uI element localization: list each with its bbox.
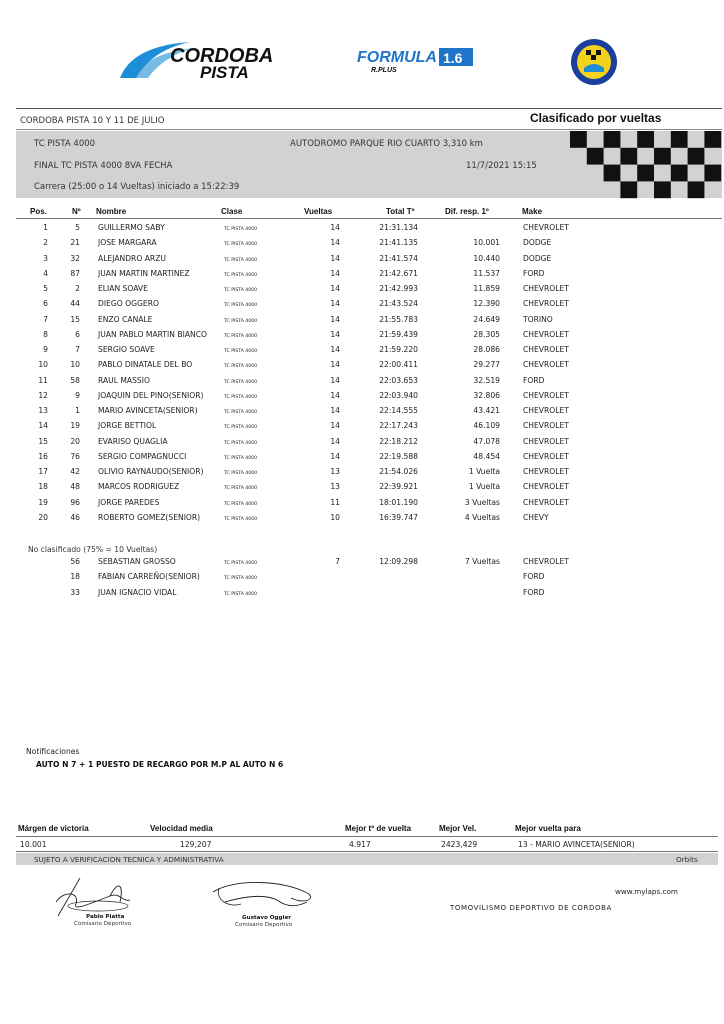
cell-make: CHEVROLET	[523, 299, 569, 309]
cell-make: CHEVROLET	[523, 421, 569, 431]
cell-total: 21:42.993	[379, 284, 418, 293]
footer-values-rule	[16, 851, 718, 852]
cell-make: FORD	[523, 572, 545, 582]
col-header-num: Nº	[72, 207, 81, 216]
table-row	[0, 254, 724, 269]
checker-square	[604, 165, 621, 182]
cell-class: TC PISTA 4000	[224, 272, 257, 278]
logo-text-cordoba: CORDOBA	[170, 45, 274, 67]
cell-pos: 20	[38, 512, 48, 522]
cell-total: 22:00.411	[379, 360, 418, 370]
col-header-make: Make	[522, 207, 543, 216]
cell-diff: 11.859	[473, 284, 500, 293]
cordoba-pista-logo	[112, 40, 274, 82]
cell-make: DODGE	[523, 253, 552, 263]
cell-name: ALEJANDRO ARZU	[98, 253, 166, 263]
cell-pos: 11	[38, 375, 48, 385]
cell-num: 33	[70, 587, 80, 597]
cell-laps: 14	[330, 345, 340, 354]
table-row	[0, 360, 724, 375]
cell-name: RAUL MASSIO	[98, 375, 150, 385]
cell-num: 5	[75, 223, 80, 232]
organization-name: TOMOVILISMO DEPORTIVO DE CORDOBA	[450, 904, 612, 912]
cell-pos: 2	[43, 238, 48, 248]
notification-text: AUTO N 7 + 1 PUESTO DE RECARGO POR M.P AL AUTO N 6	[36, 760, 284, 769]
checker-square	[620, 148, 637, 165]
cell-name: EVARISO QUAGLIA	[98, 436, 168, 446]
cell-make: CHEVY	[523, 512, 549, 522]
cell-laps: 14	[330, 360, 340, 370]
signature-2-role: Comisario Deportivo	[235, 922, 293, 928]
table-row	[0, 315, 724, 330]
cell-make: CHEVROLET	[523, 390, 569, 400]
cell-laps: 14	[330, 421, 340, 431]
cell-class: TC PISTA 4000	[224, 410, 257, 415]
footer-value-margin: 10.001	[20, 840, 47, 849]
cell-diff: 28.086	[473, 345, 500, 354]
cell-class: TC PISTA 4000	[224, 486, 257, 492]
cell-laps: 14	[330, 314, 340, 324]
cell-name: SERGIO SOAVE	[98, 345, 155, 354]
cell-class: TC PISTA 4000	[224, 576, 257, 582]
table-row	[0, 284, 724, 299]
cell-make: CHEVROLET	[523, 436, 569, 446]
cell-diff: 24.649	[473, 314, 500, 324]
cell-pos: 16	[38, 451, 48, 461]
cell-diff: 29.277	[473, 360, 500, 370]
cell-laps: 10	[330, 512, 340, 522]
cell-total: 21:43.524	[379, 299, 418, 309]
checker-square	[654, 181, 671, 198]
cell-pos: 12	[38, 390, 48, 400]
table-row	[0, 467, 724, 482]
table-row	[0, 299, 724, 314]
orbits-label: Orbits	[676, 855, 698, 864]
footer-header-best-lap-for: Mejor vuelta para	[515, 824, 581, 833]
cell-num: 18	[70, 572, 80, 582]
table-row	[0, 376, 724, 391]
cell-make: CHEVROLET	[523, 557, 569, 566]
cell-diff: 47.078	[473, 436, 500, 446]
cell-num: 44	[70, 299, 80, 309]
cell-num: 56	[70, 557, 80, 566]
cell-laps: 14	[330, 451, 340, 461]
cell-name: JUAN IGNACIO VIDAL	[98, 587, 177, 597]
cell-laps: 14	[330, 268, 340, 278]
session-datetime: 11/7/2021 15:15	[466, 161, 537, 171]
cell-diff: 1 Vuelta	[468, 467, 500, 476]
cell-diff: 11.537	[473, 268, 500, 278]
cell-diff: 1 Vuelta	[468, 482, 500, 492]
cell-laps: 14	[330, 299, 340, 309]
cell-name: JUAN MARTIN MARTINEZ	[98, 268, 190, 278]
cell-laps: 14	[330, 284, 340, 293]
cell-name: MARCOS RODRIGUEZ	[98, 482, 180, 492]
cell-laps: 13	[330, 467, 340, 476]
cell-class: TC PISTA 4000	[224, 318, 257, 324]
checker-square	[654, 148, 671, 165]
table-row	[0, 238, 724, 253]
footer-header-rule	[16, 836, 718, 837]
cell-make: FORD	[523, 375, 545, 385]
cell-class: TC PISTA 4000	[224, 303, 257, 309]
not-classified-label: No clasificado (75% = 10 Vueltas)	[28, 545, 158, 554]
cell-name: JOAQUIN DEL PINO(SENIOR)	[98, 390, 204, 400]
cell-total: 21:42.671	[379, 268, 418, 278]
logo-text-pista: PISTA	[200, 63, 249, 82]
cell-total: 16:39.747	[379, 512, 418, 522]
cell-total: 22:39.921	[379, 482, 418, 492]
checker-square	[570, 131, 587, 148]
cell-make: CHEVROLET	[523, 467, 569, 476]
cell-num: 46	[70, 512, 80, 522]
cell-total: 21:31.134	[379, 223, 418, 232]
cell-make: CHEVROLET	[523, 329, 569, 339]
signature-1-name: Pablo Piatta	[86, 914, 125, 920]
cell-make: CHEVROLET	[523, 406, 569, 415]
cell-laps: 14	[330, 253, 340, 263]
table-row	[0, 223, 724, 238]
cell-diff: 7 Vueltas	[464, 557, 500, 566]
cell-name: FABIAN CARREÑO(SENIOR)	[98, 572, 200, 582]
checker-square	[704, 131, 721, 148]
cell-total: 21:41.135	[379, 238, 418, 248]
cell-name: MARIO AVINCETA(SENIOR)	[98, 406, 198, 415]
cell-make: CHEVROLET	[523, 284, 569, 293]
cell-num: 2	[75, 284, 80, 293]
cell-class: TC PISTA 4000	[224, 257, 257, 263]
cell-total: 21:41.574	[379, 253, 418, 263]
logo-text-formula: FORMULA	[357, 49, 437, 66]
table-row	[0, 557, 724, 572]
cell-name: ROBERTO GOMEZ(SENIOR)	[98, 512, 201, 522]
cell-make: CHEVROLET	[523, 360, 569, 370]
cell-total: 22:17.243	[379, 421, 418, 431]
cell-total: 18:01.190	[379, 497, 418, 507]
cell-make: TORINO	[523, 314, 553, 324]
event-title: CORDOBA PISTA 10 Y 11 DE JULIO	[20, 116, 165, 126]
table-row	[0, 345, 724, 360]
cell-diff: 46.109	[473, 421, 500, 431]
cell-class: TC PISTA 4000	[224, 349, 257, 354]
cell-class: TC PISTA 4000	[224, 227, 257, 232]
checker-square	[671, 165, 688, 182]
cell-total: 22:18.212	[379, 436, 418, 446]
cell-pos: 9	[43, 345, 48, 354]
cell-pos: 17	[38, 467, 48, 476]
table-row	[0, 269, 724, 284]
cell-laps: 14	[330, 375, 340, 385]
cell-num: 58	[70, 375, 80, 385]
cell-class: TC PISTA 4000	[224, 333, 257, 339]
notifications-label: Notificaciones	[26, 747, 80, 756]
cell-num: 1	[75, 406, 80, 415]
cell-num: 87	[70, 268, 80, 278]
cell-make: FORD	[523, 587, 545, 597]
cell-num: 19	[70, 421, 80, 431]
cell-total: 22:03.653	[379, 375, 418, 385]
cell-diff: 32.806	[473, 390, 500, 400]
cell-pos: 19	[38, 497, 48, 507]
footer-header-margin: Márgen de victoria	[18, 824, 89, 833]
footer-value-avg-speed: 129,207	[180, 840, 212, 849]
footer-value-best-lap-time: 4.917	[349, 840, 371, 849]
cell-num: 20	[70, 436, 80, 446]
cell-class: TC PISTA 4000	[224, 501, 257, 507]
table-row	[0, 391, 724, 406]
cell-class: TC PISTA 4000	[224, 591, 257, 597]
federation-seal-logo	[570, 38, 618, 86]
subject-notice: SUJETO A VERIFICACION TECNICA Y ADMINISTRATIVA	[34, 855, 224, 864]
table-row	[0, 482, 724, 497]
logo-text-rplus: R.PLUS	[371, 67, 397, 74]
cell-pos: 13	[38, 406, 48, 415]
checker-square	[671, 131, 688, 148]
cell-class: TC PISTA 4000	[224, 394, 257, 400]
cell-pos: 6	[43, 299, 48, 309]
cell-name: DIEGO OGGERO	[98, 299, 159, 309]
cell-pos: 15	[38, 436, 48, 446]
cell-name: JORGE PAREDES	[98, 497, 160, 507]
table-header-rule	[16, 218, 722, 219]
cell-total: 12:09.298	[379, 557, 418, 566]
race-info: Carrera (25:00 o 14 Vueltas) iniciado a 15:22:39	[34, 182, 240, 192]
footer-header-best-speed: Mejor Vel.	[439, 824, 477, 833]
cell-name: JOSE MARGARA	[98, 238, 157, 248]
cell-pos: 18	[38, 482, 48, 492]
cell-num: 9	[75, 390, 80, 400]
cell-make: CHEVROLET	[523, 497, 569, 507]
circuit-label: AUTODROMO PARQUE RIO CUARTO 3,310 km	[290, 139, 483, 149]
cell-name: SEBASTIAN GROSSO	[98, 557, 176, 566]
table-row	[0, 572, 724, 587]
checker-square	[620, 181, 637, 198]
cell-diff: 12.390	[473, 299, 500, 309]
cell-make: DODGE	[523, 238, 552, 248]
cell-num: 48	[70, 482, 80, 492]
checker-square	[637, 165, 654, 182]
cell-total: 21:59.439	[379, 329, 418, 339]
cell-name: JORGE BETTIOL	[98, 421, 157, 431]
col-header-laps: Vueltas	[304, 207, 333, 216]
checker-square	[604, 131, 621, 148]
cell-laps: 14	[330, 238, 340, 248]
cell-laps: 14	[330, 329, 340, 339]
footer-value-best-speed: 2423,429	[441, 840, 478, 849]
cell-num: 42	[70, 467, 80, 476]
cell-pos: 4	[43, 268, 48, 278]
category-label: TC PISTA 4000	[34, 139, 96, 149]
col-header-pos: Pos.	[30, 207, 47, 216]
cell-total: 21:59.220	[379, 345, 418, 354]
cell-pos: 1	[43, 223, 48, 232]
cell-class: TC PISTA 4000	[224, 440, 257, 446]
cell-name: JUAN PABLO MARTIN BIANCO	[98, 329, 207, 339]
cell-class: TC PISTA 4000	[224, 516, 257, 522]
cell-pos: 14	[38, 421, 48, 431]
checker-square	[587, 148, 604, 165]
cell-laps: 14	[330, 436, 340, 446]
table-row	[0, 406, 724, 421]
header-top-rule	[16, 108, 722, 109]
checker-square	[637, 131, 654, 148]
cell-class: TC PISTA 4000	[224, 364, 257, 370]
footer-header-avg-speed: Velocidad media	[150, 824, 213, 833]
cell-name: ENZO CANALE	[98, 314, 153, 324]
cell-num: 6	[75, 329, 80, 339]
cell-name: ELIAN SOAVE	[98, 284, 148, 293]
cell-make: CHEVROLET	[523, 345, 569, 354]
cell-laps: 13	[330, 482, 340, 492]
col-header-class: Clase	[221, 207, 243, 216]
table-row	[0, 437, 724, 452]
classification-title: Clasificado por vueltas	[530, 111, 662, 125]
footer-header-best-lap-time: Mejor tº de vuelta	[345, 824, 412, 833]
cell-num: 21	[70, 238, 80, 248]
cell-name: OLIVIO RAYNAUDO(SENIOR)	[98, 467, 204, 476]
cell-total: 21:54.026	[379, 467, 418, 476]
table-row	[0, 588, 724, 603]
cell-class: TC PISTA 4000	[224, 379, 257, 385]
cell-name: SERGIO COMPAGNUCCI	[98, 451, 187, 461]
cell-diff: 43.421	[473, 406, 500, 415]
table-row	[0, 330, 724, 345]
col-header-total: Total Tº	[386, 207, 415, 216]
table-row	[0, 452, 724, 467]
table-row	[0, 498, 724, 513]
cell-class: TC PISTA 4000	[224, 242, 257, 248]
table-row	[0, 421, 724, 436]
cell-num: 32	[70, 253, 80, 263]
cell-make: CHEVROLET	[523, 451, 569, 461]
cell-pos: 7	[43, 314, 48, 324]
mylaps-url[interactable]: www.mylaps.com	[615, 887, 678, 896]
cell-pos: 10	[38, 360, 48, 370]
checker-square	[704, 165, 721, 182]
cell-diff: 28.305	[473, 329, 500, 339]
checker-square	[688, 148, 705, 165]
cell-make: CHEVROLET	[523, 223, 569, 232]
session-label: FINAL TC PISTA 4000 8VA FECHA	[34, 161, 173, 171]
cell-num: 10	[70, 360, 80, 370]
cell-laps: 11	[330, 497, 340, 507]
formula-logo	[355, 46, 475, 74]
cell-name: PABLO DINATALE DEL BO	[98, 360, 193, 370]
cell-num: 15	[70, 314, 80, 324]
cell-num: 96	[70, 497, 80, 507]
cell-laps: 14	[330, 223, 340, 232]
logo-text-version: 1.6	[443, 50, 463, 66]
cell-class: TC PISTA 4000	[224, 455, 257, 461]
cell-total: 22:19.588	[379, 451, 418, 461]
cell-pos: 5	[43, 284, 48, 293]
cell-pos: 3	[43, 253, 48, 263]
cell-class: TC PISTA 4000	[224, 561, 257, 566]
cell-make: CHEVROLET	[523, 482, 569, 492]
checkered-flag-pattern	[570, 131, 722, 198]
signature-2-name: Gustavo Oggier	[242, 915, 292, 921]
cell-class: TC PISTA 4000	[224, 288, 257, 293]
checker-square	[688, 181, 705, 198]
cell-laps: 14	[330, 406, 340, 415]
cell-diff: 48.454	[473, 451, 500, 461]
signature-1-role: Comisario Deportivo	[74, 921, 132, 927]
cell-diff: 4 Vueltas	[464, 512, 500, 522]
table-row	[0, 513, 724, 528]
cell-class: TC PISTA 4000	[224, 425, 257, 431]
header-mid-rule	[16, 129, 722, 130]
cell-make: FORD	[523, 268, 545, 278]
cell-num: 76	[70, 451, 80, 461]
cell-diff: 3 Vueltas	[464, 497, 500, 507]
cell-total: 22:14.555	[379, 406, 418, 415]
cell-total: 22:03.940	[379, 390, 418, 400]
footer-value-best-lap-for: 13 - MARIO AVINCETA(SENIOR)	[518, 840, 635, 849]
cell-laps: 14	[330, 390, 340, 400]
cell-diff: 10.001	[473, 238, 500, 248]
cell-class: TC PISTA 4000	[224, 471, 257, 476]
col-header-diff: Dif. resp. 1º	[445, 207, 489, 216]
cell-num: 7	[75, 345, 80, 354]
cell-diff: 10.440	[473, 253, 500, 263]
col-header-name: Nombre	[96, 207, 127, 216]
cell-name: GUILLERMO SABY	[98, 223, 165, 232]
cell-laps: 7	[335, 557, 340, 566]
cell-diff: 32.519	[473, 375, 500, 385]
cell-total: 21:55.783	[379, 314, 418, 324]
cell-pos: 8	[43, 329, 48, 339]
